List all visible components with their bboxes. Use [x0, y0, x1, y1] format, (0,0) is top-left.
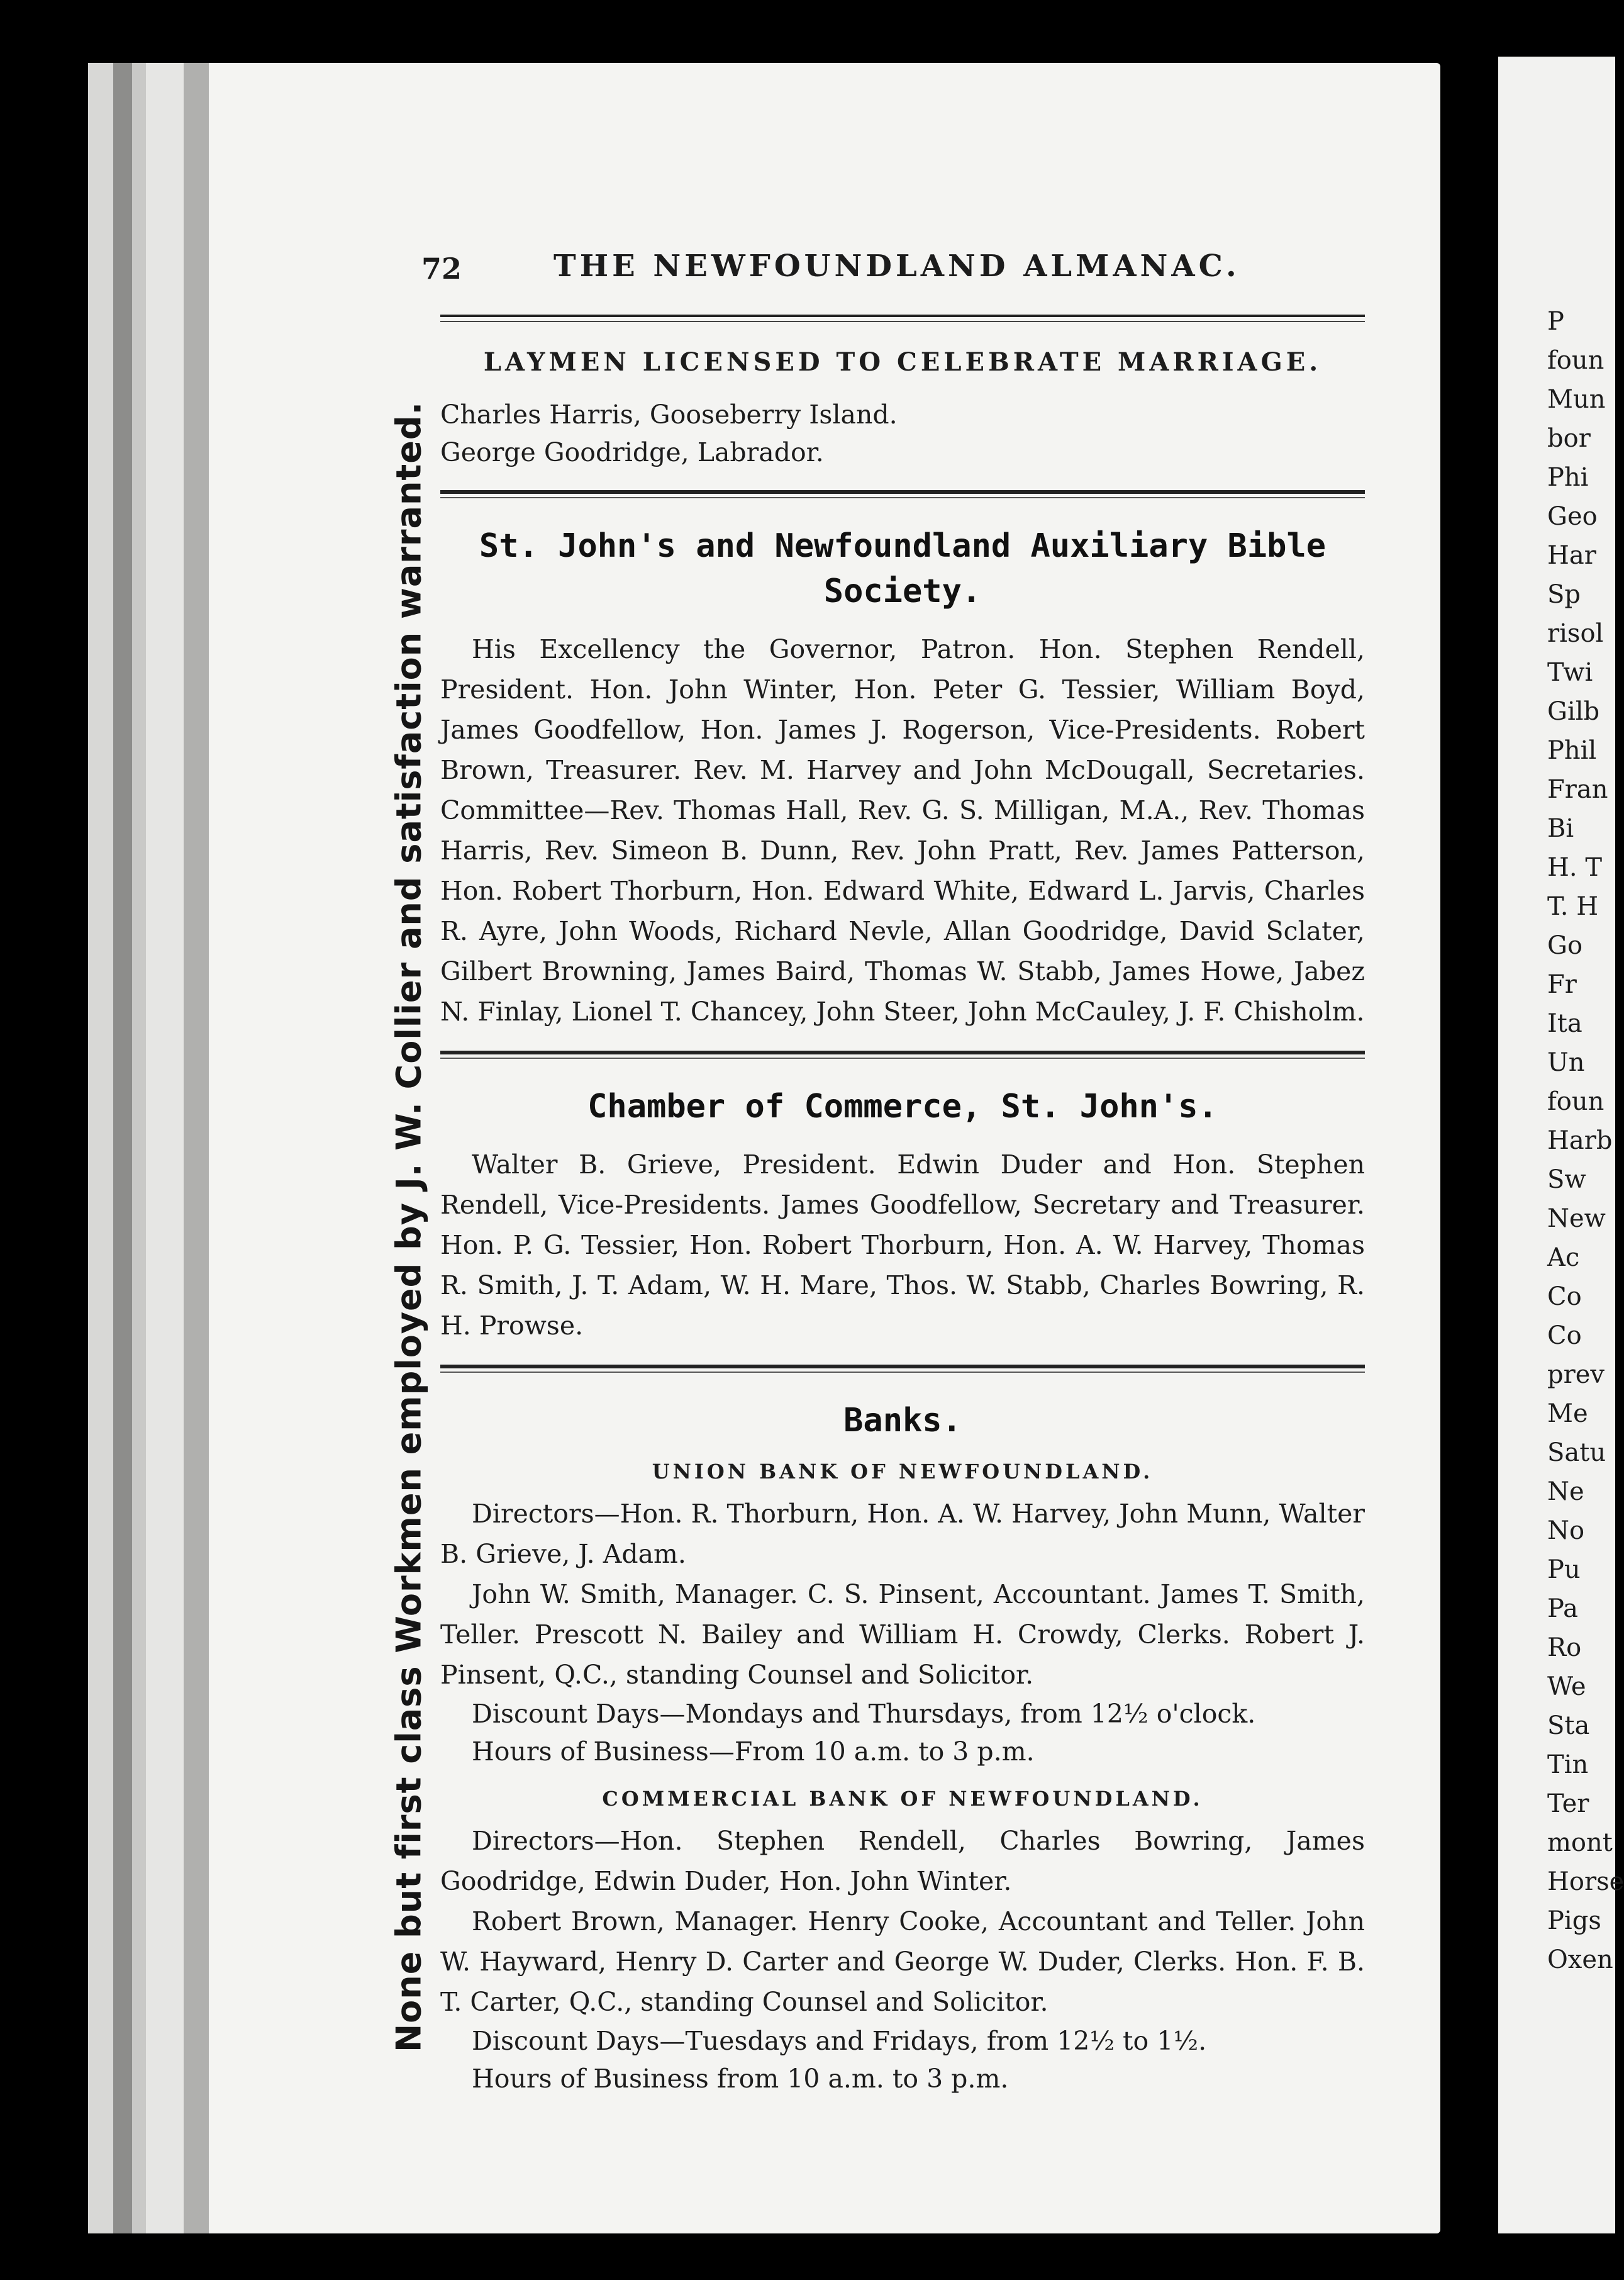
right-page-fragment: foun [1547, 346, 1605, 375]
right-page-fragment: Co [1547, 1282, 1582, 1311]
right-page-fragment: Ac [1547, 1243, 1580, 1272]
right-page-fragment: No [1547, 1516, 1585, 1545]
divider [440, 315, 1365, 322]
right-page-fragment: Sp [1547, 580, 1581, 609]
right-page-fragment: T. H [1547, 892, 1599, 921]
right-page-fragment: foun [1547, 1087, 1605, 1116]
page-edge [184, 63, 209, 2233]
divider [440, 1051, 1365, 1059]
right-page-fragment: New [1547, 1204, 1606, 1233]
laymen-heading: LAYMEN LICENSED TO CELEBRATE MARRIAGE. [483, 347, 1322, 377]
right-page-fragment: Mun [1547, 385, 1606, 414]
right-page-fragment: We [1547, 1672, 1586, 1701]
page-content [421, 214, 1365, 2098]
right-page-fragment: bor [1547, 424, 1591, 453]
commercial-bank-hours: Hours of Business from 10 a.m. to 3 p.m. [472, 2064, 1009, 2094]
right-page-fragment: Tin [1547, 1750, 1589, 1779]
commercial-bank-title: COMMERCIAL BANK OF NEWFOUNDLAND. [602, 1787, 1203, 1811]
right-page-fragment: Oxen [1547, 1945, 1613, 1974]
page-edge [88, 63, 113, 2233]
laymen-entry: George Goodridge, Labrador. [440, 437, 824, 467]
page-edge [113, 63, 132, 2233]
right-page-fragment: H. T [1547, 853, 1602, 882]
page-header [421, 214, 1365, 308]
right-page-fragment: Sta [1547, 1711, 1590, 1740]
right-page-fragment: Phi [1547, 463, 1589, 492]
right-page-fragment: Ita [1547, 1009, 1582, 1038]
commercial-bank-staff: Robert Brown, Manager. Henry Cooke, Accountant and Teller. John W. Hayward, Henry D. Carter and George W. Duder, Clerks. Hon. F. B. T. Carter, Q.C., standing Counsel and Solicitor. [440, 1906, 1365, 2017]
right-page-fragment: Horse [1547, 1867, 1624, 1896]
right-page-fragment: Pa [1547, 1594, 1578, 1623]
divider [440, 1365, 1365, 1373]
right-page-fragment: Pigs [1547, 1906, 1601, 1935]
right-page-fragment: Fr [1547, 970, 1577, 999]
chamber-heading: Chamber of Commerce, St. John's. [587, 1088, 1218, 1126]
right-page-fragment: mont [1547, 1828, 1613, 1857]
page-number: 72 [421, 252, 462, 286]
banks-heading: Banks. [843, 1402, 962, 1439]
right-page-fragment: Un [1547, 1048, 1585, 1077]
page-edge [132, 63, 146, 2233]
union-bank-directors: Directors—Hon. R. Thorburn, Hon. A. W. Harvey, John Munn, Walter B. Grieve, J. Adam. [440, 1499, 1365, 1569]
commercial-bank-discount-days: Discount Days—Tuesdays and Fridays, from 12½ to 1½. [472, 2026, 1207, 2056]
right-page-fragment: Bi [1547, 814, 1574, 843]
union-bank-discount-days: Discount Days—Mondays and Thursdays, from 12½ o'clock. [472, 1699, 1256, 1729]
right-page-fragment: Harb [1547, 1126, 1613, 1155]
union-bank-staff: John W. Smith, Manager. C. S. Pinsent, Accountant. James T. Smith, Teller. Prescott N. Bailey and William H. Crowdy, Clerks. Robert J. Pinsent, Q.C., standing Counsel and Solicitor. [440, 1579, 1365, 1690]
right-page-fragment: Sw [1547, 1165, 1586, 1194]
right-page-fragment: Ne [1547, 1477, 1584, 1506]
divider [440, 490, 1365, 498]
right-page-fragment: Phil [1547, 736, 1597, 765]
bible-society-text: His Excellency the Governor, Patron. Hon. Stephen Rendell, President. Hon. John Winter, Hon. Peter G. Tessier, William Boyd, James Goodfellow, Hon. James J. Rogerson, Vice-Presidents. Robert Brown, Treasurer. Rev. M. Harvey and John McDougall, Secretaries. Committee—Rev. Thomas Hall, Rev. G. S. Milligan, M.A., Rev. Thomas Harris, Rev. Simeon B. Dunn, Rev. John Pratt, Rev. James Patterson, Hon. Robert Thorburn, Hon. Edward White, Edward L. Jarvis, Charles R. Ayre, John Woods, Richard Nevle, Allan Goodridge, David Sclater, Gilbert Browning, James Baird, Thomas W. Stabb, James Howe, Jabez N. Finlay, Lionel T. Chancey, John Steer, John McCauley, J. F. Chisholm. [440, 634, 1365, 1027]
commercial-bank-directors: Directors—Hon. Stephen Rendell, Charles Bowring, James Goodridge, Edwin Duder, Hon. John Winter. [440, 1826, 1365, 1896]
side-advertisement: None but first class Workmen employed by J. W. Collier and satisfaction warranted. [389, 401, 429, 2053]
right-page-fragment: Co [1547, 1321, 1582, 1350]
right-page-fragment: Geo [1547, 502, 1598, 531]
right-page-fragment: Me [1547, 1399, 1588, 1428]
union-bank-title: UNION BANK OF NEWFOUNDLAND. [652, 1460, 1154, 1484]
bible-society-heading: St. John's and Newfoundland Auxiliary Bible Society. [479, 527, 1326, 610]
right-page-fragment: P [1547, 307, 1564, 336]
page-edge [146, 63, 184, 2233]
union-bank-hours: Hours of Business—From 10 a.m. to 3 p.m. [472, 1736, 1035, 1767]
right-page-fragment: Har [1547, 541, 1596, 570]
chamber-text: Walter B. Grieve, President. Edwin Duder and Hon. Stephen Rendell, Vice-Presidents. James Goodfellow, Secretary and Treasurer. Hon. P. G. Tessier, Hon. Robert Thorburn, Hon. A. W. Harvey, Thomas R. Smith, J. T. Adam, W. H. Mare, Thos. W. Stabb, Charles Bowring, R. H. Prowse. [440, 1149, 1365, 1341]
right-page-fragment: Twi [1547, 658, 1593, 687]
right-page-fragment: Pu [1547, 1555, 1581, 1584]
right-page-fragment: prev [1547, 1360, 1605, 1389]
right-page-fragment: Ro [1547, 1633, 1582, 1662]
right-page-column [1547, 302, 1624, 1979]
right-page-fragment: Fran [1547, 775, 1608, 804]
running-head: THE NEWFOUNDLAND ALMANAC. [553, 249, 1240, 284]
right-page-fragment: Go [1547, 931, 1583, 960]
right-page-fragment: Gilb [1547, 697, 1600, 726]
right-page-fragment: Ter [1547, 1789, 1589, 1818]
laymen-entry: Charles Harris, Gooseberry Island. [440, 400, 898, 430]
right-page-fragment: risol [1547, 619, 1604, 648]
right-page-fragment: Satu [1547, 1438, 1606, 1467]
